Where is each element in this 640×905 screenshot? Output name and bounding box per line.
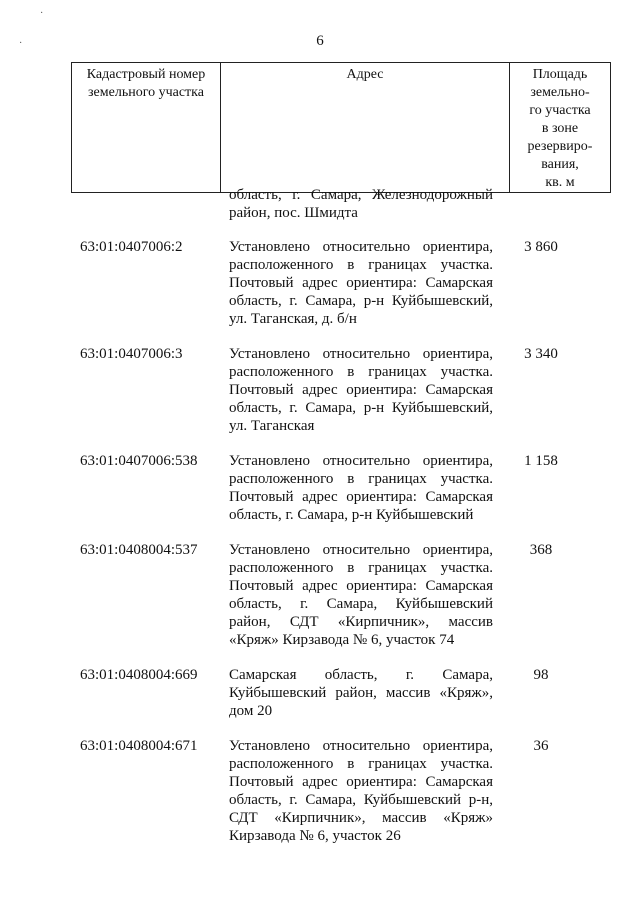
table-row (0, 541, 640, 649)
address-cell: Установлено относительно ориентира, расположенного в границах участка. Почтовый адрес ориентира: Самарская область, г. Самара, Куйбышевский р-н, СДТ «Кирпичник», массив «Кряж» Кирзавода № 6, участок 26 (229, 738, 493, 844)
table-row (0, 737, 640, 845)
address-cell: Самарская область, г. Самара, Куйбышевский район, массив «Кряж», дом 20 (229, 667, 493, 719)
header-cadastral-number: Кадастровый номер земельного участка (72, 63, 221, 193)
address-cell: Установлено относительно ориентира, расположенного в границах участка. Почтовый адрес ориентира: Самарская область, г. Самара, р-н Куйбышевский, ул. Таганская (229, 346, 493, 434)
header-address: Адрес (221, 63, 510, 193)
area-cell: 98 (533, 667, 549, 683)
header-area: Площадь земельно- го участка в зоне резервиро- вания, кв. м (510, 63, 611, 193)
cadastral-number-cell: 63:01:0407006:3 (80, 346, 183, 362)
area-cell: 1 158 (524, 453, 558, 469)
cadastral-number-cell: 63:01:0408004:537 (80, 542, 198, 558)
area-cell: 3 860 (524, 239, 558, 255)
cadastral-number-cell: 63:01:0407006:2 (80, 239, 183, 255)
address-cell: область, г. Самара, Железнодорожный район, пос. Шмидта (229, 187, 493, 221)
scan-mark-left: · (19, 38, 23, 49)
table-row (0, 345, 640, 435)
area-cell: 3 340 (524, 346, 558, 362)
address-cell: Установлено относительно ориентира, расположенного в границах участка. Почтовый адрес ориентира: Самарская область, г. Самара, р-н Куйбышевский (229, 453, 493, 523)
area-cell: 36 (533, 738, 549, 754)
cadastral-number-cell: 63:01:0407006:538 (80, 453, 198, 469)
address-cell: Установлено относительно ориентира, расположенного в границах участка. Почтовый адрес ориентира: Самарская область, г. Самара, Куйбышевский район, СДТ «Кирпичник», массив «Кряж» Кирзавода № 6, участок 74 (229, 542, 493, 648)
page-number: 6 (316, 33, 324, 49)
area-cell: 368 (529, 542, 553, 558)
table-header (71, 62, 611, 193)
cadastral-number-cell: 63:01:0408004:671 (80, 738, 198, 754)
table-row (0, 452, 640, 524)
table-row (0, 666, 640, 720)
scan-mark-top-left: · (40, 8, 44, 19)
table-body (0, 186, 640, 845)
table-row (0, 238, 640, 328)
continuation-row (0, 186, 640, 222)
address-cell: Установлено относительно ориентира, расположенного в границах участка. Почтовый адрес ориентира: Самарская область, г. Самара, р-н Куйбышевский, ул. Таганская, д. б/н (229, 239, 493, 327)
cadastral-number-cell: 63:01:0408004:669 (80, 667, 198, 683)
